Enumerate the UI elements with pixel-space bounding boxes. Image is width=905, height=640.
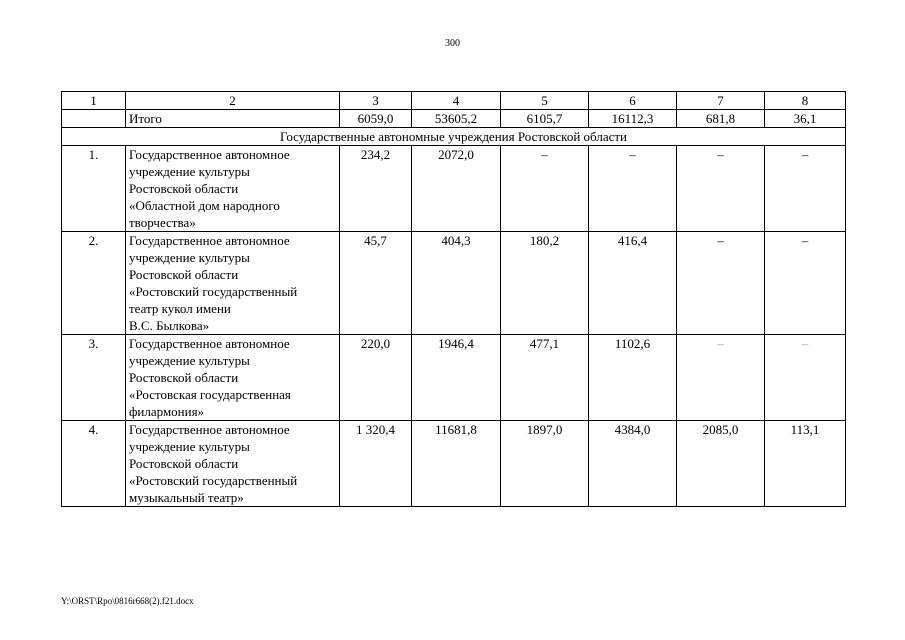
- name-line: учреждение культуры: [129, 353, 250, 368]
- table-cell: 6105,7: [501, 110, 589, 128]
- table-cell: 1897,0: [501, 421, 589, 507]
- column-header: 6: [589, 92, 677, 110]
- table-cell: 36,1: [765, 110, 846, 128]
- name-line: Государственное автономное: [129, 336, 290, 351]
- institution-name: [126, 335, 340, 421]
- total-label: Итого: [126, 110, 340, 128]
- table-cell: –: [589, 146, 677, 232]
- table-cell: 11681,8: [412, 421, 501, 507]
- page-number: 300: [445, 38, 460, 49]
- institution-name: [126, 146, 340, 232]
- table-cell: –: [765, 146, 846, 232]
- column-header: 5: [501, 92, 589, 110]
- table-cell: 220,0: [340, 335, 412, 421]
- column-header: 2: [126, 92, 340, 110]
- name-line: Ростовской области: [129, 370, 239, 385]
- name-line: «Ростовская государственная: [129, 387, 291, 402]
- data-table: [61, 91, 846, 507]
- table-cell: 234,2: [340, 146, 412, 232]
- table-cell: –: [677, 146, 765, 232]
- footer-file-path: Y:\ORST\Rpo\0816r668(2).f21.docx: [61, 596, 194, 606]
- name-line: учреждение культуры: [129, 439, 250, 454]
- column-header: 1: [62, 92, 126, 110]
- name-line: Государственное автономное: [129, 422, 290, 437]
- name-line: Ростовской области: [129, 456, 239, 471]
- institution-name: [126, 232, 340, 335]
- section-row: [62, 128, 846, 146]
- table-row: [62, 421, 846, 507]
- row-number: 1.: [62, 146, 126, 232]
- name-line: В.С. Былкова»: [129, 318, 210, 333]
- table-cell: 1102,6: [589, 335, 677, 421]
- name-line: Ростовской области: [129, 267, 239, 282]
- table-cell: 416,4: [589, 232, 677, 335]
- table-row: [62, 146, 846, 232]
- table-cell: 404,3: [412, 232, 501, 335]
- name-line: «Ростовский государственный: [129, 473, 298, 488]
- table-cell: 477,1: [501, 335, 589, 421]
- table-cell: 6059,0: [340, 110, 412, 128]
- name-line: учреждение культуры: [129, 164, 250, 179]
- table-cell: 53605,2: [412, 110, 501, 128]
- table-cell: –: [765, 335, 846, 421]
- column-header: 7: [677, 92, 765, 110]
- table-cell: 1946,4: [412, 335, 501, 421]
- name-line: «Ростовский государственный: [129, 284, 298, 299]
- row-number: 2.: [62, 232, 126, 335]
- total-row: [62, 110, 846, 128]
- institution-name: [126, 421, 340, 507]
- table-row: [62, 335, 846, 421]
- table-cell: 2085,0: [677, 421, 765, 507]
- column-header: 4: [412, 92, 501, 110]
- name-line: театр кукол имени: [129, 301, 231, 316]
- name-line: Государственное автономное: [129, 233, 290, 248]
- table-cell: –: [501, 146, 589, 232]
- table-cell: 113,1: [765, 421, 846, 507]
- table-cell: 180,2: [501, 232, 589, 335]
- table-cell: –: [677, 232, 765, 335]
- table-row: [62, 232, 846, 335]
- table-cell: 681,8: [677, 110, 765, 128]
- table-cell: [62, 110, 126, 128]
- name-line: Государственное автономное: [129, 147, 290, 162]
- name-line: музыкальный театр»: [129, 490, 244, 505]
- section-title: Государственные автономные учреждения Ростовской области: [62, 128, 846, 146]
- table-header-row: [62, 92, 846, 110]
- table-cell: –: [765, 232, 846, 335]
- name-line: Ростовской области: [129, 181, 239, 196]
- name-line: «Областной дом народного: [129, 198, 280, 213]
- name-line: учреждение культуры: [129, 250, 250, 265]
- table-cell: –: [677, 335, 765, 421]
- table-cell: 1 320,4: [340, 421, 412, 507]
- name-line: творчества»: [129, 215, 196, 230]
- row-number: 4.: [62, 421, 126, 507]
- table-cell: 16112,3: [589, 110, 677, 128]
- column-header: 3: [340, 92, 412, 110]
- column-header: 8: [765, 92, 846, 110]
- table-cell: 2072,0: [412, 146, 501, 232]
- table-cell: 45,7: [340, 232, 412, 335]
- table-cell: 4384,0: [589, 421, 677, 507]
- name-line: филармония»: [129, 404, 205, 419]
- row-number: 3.: [62, 335, 126, 421]
